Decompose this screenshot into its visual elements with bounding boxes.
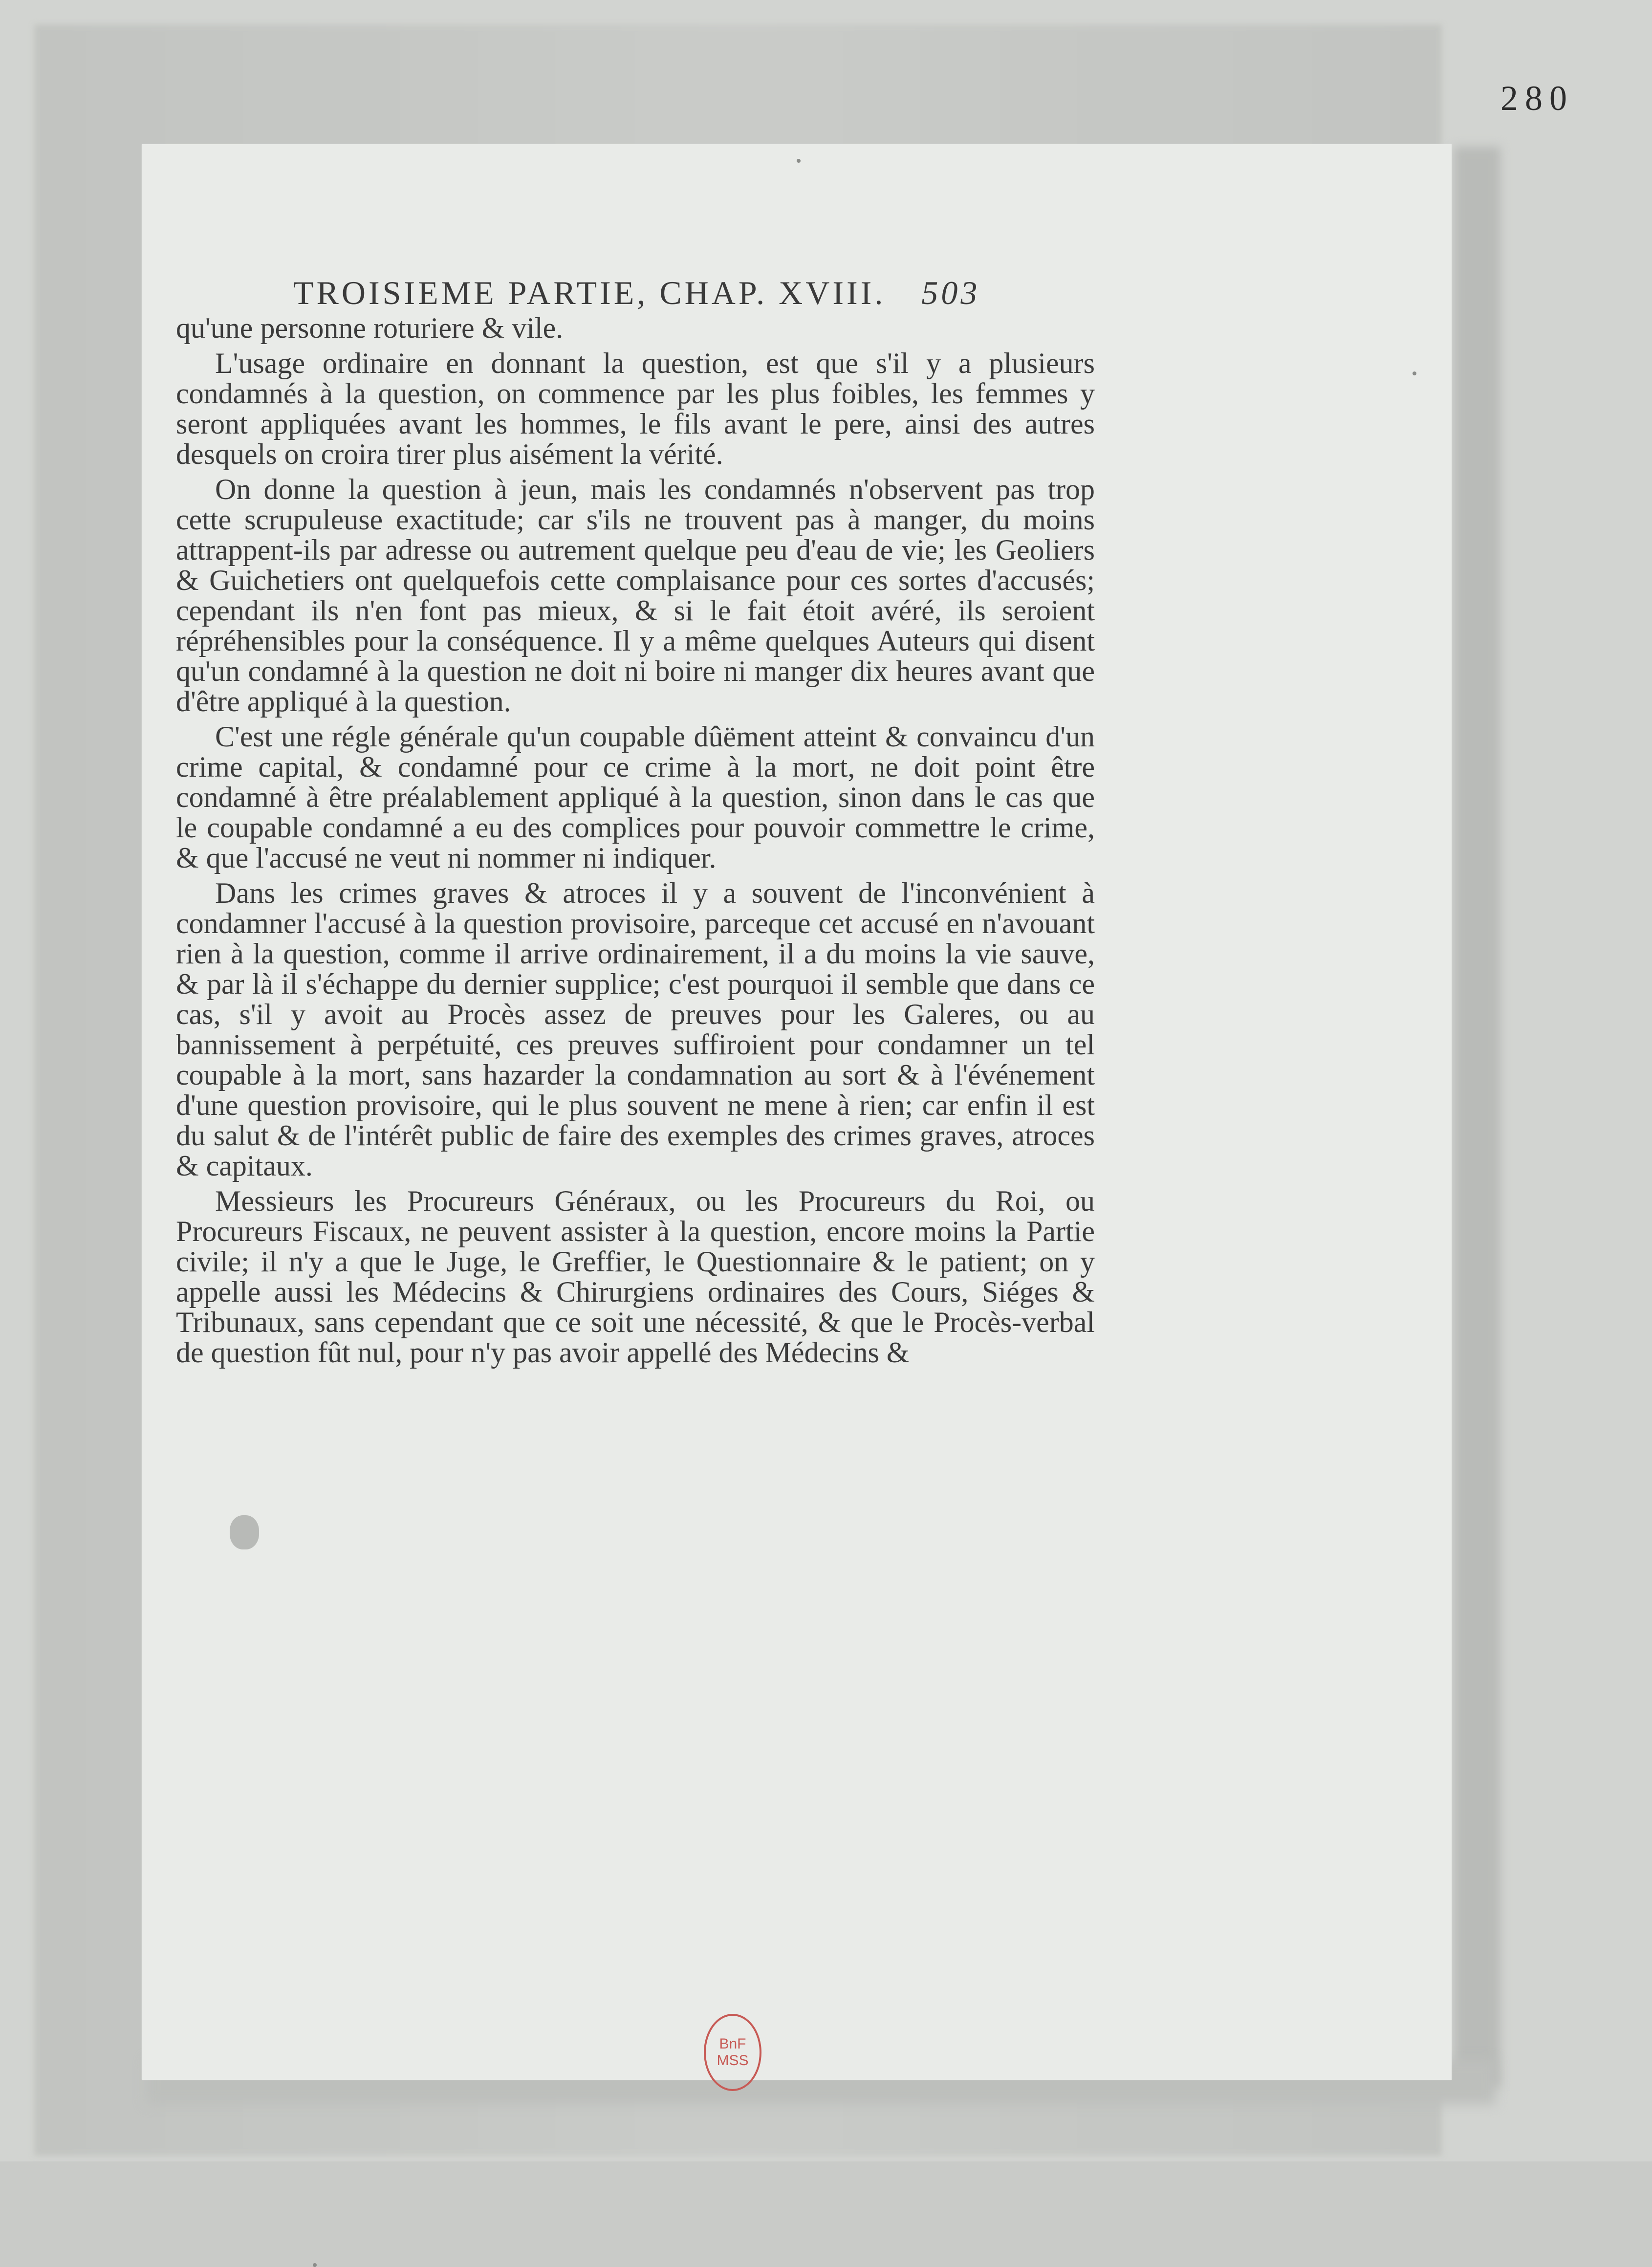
body-text bbox=[176, 313, 1095, 1373]
paragraph: Messieurs les Procureurs Généraux, ou les Procureurs du Roi, ou Procureurs Fiscaux, ne peuvent assister à la question, encore moins la Partie civile; il n'y a que le Juge, le Greffier, le Questionnaire & le patient; on y appelle aussi les Médecins & Chirurgiens ordinaires des Cours, Siéges & Tribunaux, sans cependant que ce soit une nécessité, & que le Procès-verbal de question fût nul, pour n'y pas avoir appellé des Médecins & bbox=[176, 1185, 1095, 1369]
stamp-line-2: MSS bbox=[717, 2052, 749, 2069]
page-shadow-right bbox=[1454, 147, 1500, 2087]
folio-number: 280 bbox=[1500, 79, 1574, 118]
running-title: TROISIEME PARTIE, CHAP. XVIII. bbox=[293, 274, 886, 311]
ink-blot bbox=[230, 1515, 259, 1549]
paragraph: C'est une régle générale qu'un coupable dûëment atteint & convaincu d'un crime capital, & condamné pour ce crime à la mort, ne doit point être condamné à être préalablement appliqué à la question, sinon dans le cas que le coupable condamné a eu des complices pour pouvoir commettre le crime, & que l'accusé ne veut ni nommer ni indiquer. bbox=[176, 720, 1095, 874]
paragraph: L'usage ordinaire en donnant la question, est que s'il y a plusieurs condamnés à la question, on commence par les plus foibles, les femmes y seront appliquées avant les hommes, le fils avant le pere, ainsi des autres desquels on croira tirer plus aisément la vérité. bbox=[176, 347, 1095, 470]
speck bbox=[797, 159, 801, 163]
bnf-stamp bbox=[704, 2014, 761, 2091]
paragraph: Dans les crimes graves & atroces il y a souvent de l'inconvénient à condamner l'accusé à la question provisoire, parceque cet accusé en n'avouant rien à la question, comme il arrive ordinairement, il a du moins la vie sauve, & par là il s'échappe du dernier supplice; c'est pourquoi il semble que dans ce cas, s'il y avoit au Procès assez de preuves pour les Galeres, ou au bannissement à perpétuité, ces preuves suffiroient pour condamner un tel coupable à la mort, sans hazarder la condamnation au sort & à l'événement d'une question provisoire, qui le plus souvent ne mene à rien; car enfin il est du salut & de l'intérêt public de faire des exemples des crimes graves, atroces & capitaux. bbox=[176, 877, 1095, 1182]
running-header bbox=[293, 274, 1124, 312]
speck bbox=[1413, 371, 1416, 375]
paragraph: On donne la question à jeun, mais les condamnés n'observent pas trop cette scrupuleuse exactitude; car s'ils ne trouvent pas à manger, du moins attrappent-ils par adresse ou autrement quelque peu d'eau de vie; les Geoliers & Guichetiers ont quelquefois cette complaisance pour ces sortes d'accusés; cependant ils n'en font pas mieux, & si le fait étoit avéré, ils seroient répréhensibles pour la conséquence. Il y a même quelques Auteurs qui disent qu'un condamné à la question ne doit ni boire ni manger dix heures avant que d'être appliqué à la question. bbox=[176, 473, 1095, 718]
page-number: 503 bbox=[921, 274, 980, 311]
stamp-line-1: BnF bbox=[719, 2036, 746, 2052]
paragraph: qu'une personne roturiere & vile. bbox=[176, 312, 564, 344]
speck bbox=[313, 2263, 317, 2267]
